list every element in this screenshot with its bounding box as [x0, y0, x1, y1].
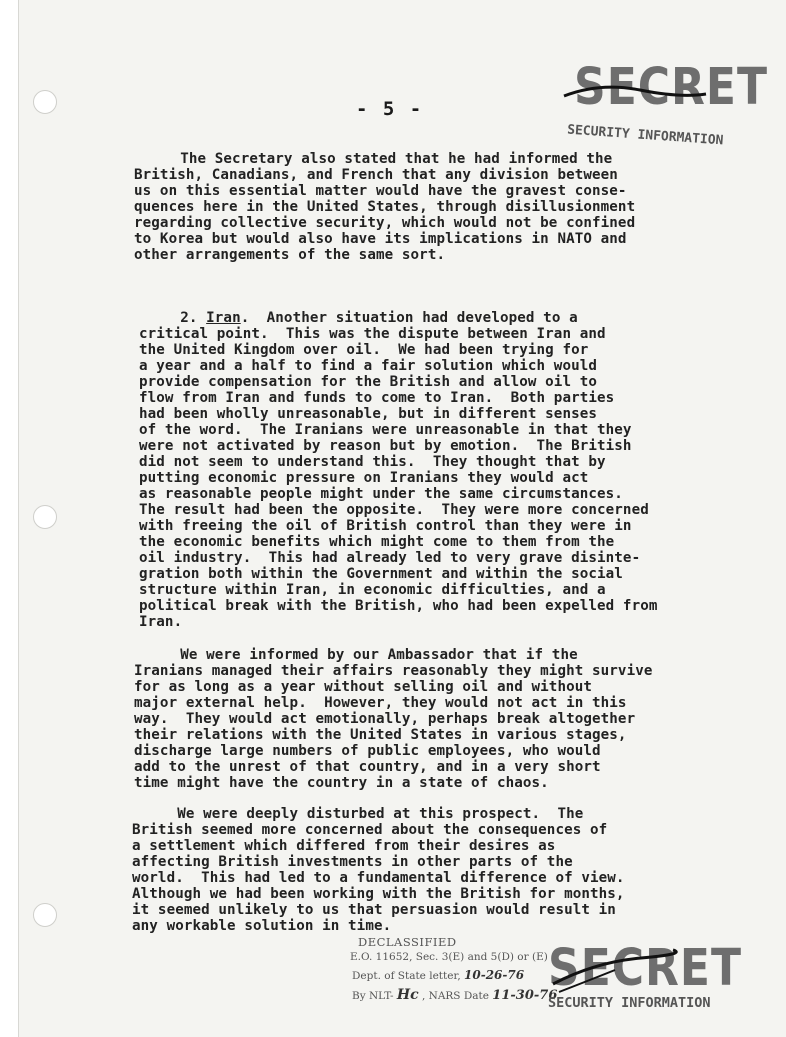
text-line: of the word. The Iranians were unreasonable in that they	[139, 422, 632, 438]
text-line: We were deeply disturbed at this prospect. The	[134, 806, 584, 822]
nars-date: 11-30-76	[492, 988, 558, 1003]
binder-hole	[33, 505, 57, 529]
text-line: political break with the British, who had been expelled from	[139, 598, 658, 614]
text-line: any workable solution in time.	[132, 918, 392, 934]
text-line: major external help. However, they would not act in this	[134, 695, 627, 711]
text-line: a settlement which differed from their desires as	[132, 838, 556, 854]
nars-line: By NLT- Hc , NARS Date 11-30-76	[352, 987, 558, 1003]
text-line: did not seem to understand this. They thought that by	[139, 454, 606, 470]
text-line: the economic benefits which might come to them from the	[139, 534, 615, 550]
text-line: British, Canadians, and French that any division between	[134, 167, 618, 183]
binder-hole	[33, 903, 57, 927]
text-line: structure within Iran, in economic difficulties, and a	[139, 582, 606, 598]
text-line: as reasonable people might under the same circumstances.	[139, 486, 623, 502]
stamp-strikeout-mark	[545, 948, 675, 998]
text-line: critical point. This was the dispute between Iran and	[139, 326, 606, 342]
text-line: way. They would act emotionally, perhaps break altogether	[134, 711, 636, 727]
binder-hole	[33, 90, 57, 114]
text-line: Although we had been working with the British for months,	[132, 886, 625, 902]
text-line: We were informed by our Ambassador that if the	[137, 647, 578, 663]
text-line: British seemed more concerned about the consequences of	[132, 822, 608, 838]
top-security-information: SECURITY INFORMATION	[566, 122, 724, 149]
text-line: for as long as a year without selling oil and without	[134, 679, 593, 695]
text-line: world. This had led to a fundamental difference of view.	[132, 870, 625, 886]
text-line: to Korea but would also have its implications in NATO and	[134, 231, 627, 247]
text-line: a year and a half to find a fair solution which would	[139, 358, 598, 374]
text-line: Iranians managed their affairs reasonably they might survive	[134, 663, 653, 679]
declassified-title: DECLASSIFIED	[358, 935, 457, 949]
text-line: quences here in the United States, through disillusionment	[134, 199, 636, 215]
text-line: regarding collective security, which would not be confined	[134, 215, 636, 231]
state-letter-line: Dept. of State letter, 10-26-76	[352, 968, 525, 982]
declassification-authority: E.O. 11652, Sec. 3(E) and 5(D) or (E)	[350, 951, 548, 963]
top-secret-stamp: SECRET	[574, 58, 768, 117]
text-line: add to the unrest of that country, and in a very short	[134, 759, 601, 775]
text-line: provide compensation for the British and allow oil to	[139, 374, 598, 390]
text-line: it seemed unlikely to us that persuasion would result in	[132, 902, 616, 918]
text-line: were not activated by reason but by emotion. The British	[139, 438, 632, 454]
text-line: us on this essential matter would have the gravest conse-	[134, 183, 627, 199]
text-line: oil industry. This had already led to very grave disinte-	[139, 550, 641, 566]
text-line: had been wholly unreasonable, but in different senses	[139, 406, 598, 422]
text-line: the United Kingdom over oil. We had been trying for	[139, 342, 589, 358]
text-line: other arrangements of the same sort.	[134, 247, 446, 263]
text-line: The Secretary also stated that he had informed the	[137, 151, 613, 167]
by-initials: Hc	[396, 987, 419, 1003]
text-line: discharge large numbers of public employees, who would	[134, 743, 601, 759]
text-line: putting economic pressure on Iranians they would act	[139, 470, 589, 486]
text-line: gration both within the Government and within the social	[139, 566, 623, 582]
text-line: time might have the country in a state of chaos.	[134, 775, 549, 791]
text-line: Iran.	[139, 614, 183, 630]
text-line: their relations with the United States in various stages,	[134, 727, 627, 743]
text-line: affecting British investments in other parts of the	[132, 854, 573, 870]
stamp-strikeout-mark	[560, 78, 710, 108]
text-line: with freeing the oil of British control than they were in	[139, 518, 632, 534]
state-letter-date: 10-26-76	[464, 968, 525, 982]
text-line: The result had been the opposite. They were more concerned	[139, 502, 649, 518]
bottom-secret-stamp: SECRET	[548, 939, 742, 998]
text-line: 2. Iran. Another situation had developed to a	[137, 310, 578, 326]
text-line: flow from Iran and funds to come to Iran. Both parties	[139, 390, 615, 406]
section-heading-iran: Iran	[206, 310, 241, 326]
bottom-security-information: SECURITY INFORMATION	[548, 995, 711, 1011]
page-number: - 5 -	[356, 98, 424, 120]
